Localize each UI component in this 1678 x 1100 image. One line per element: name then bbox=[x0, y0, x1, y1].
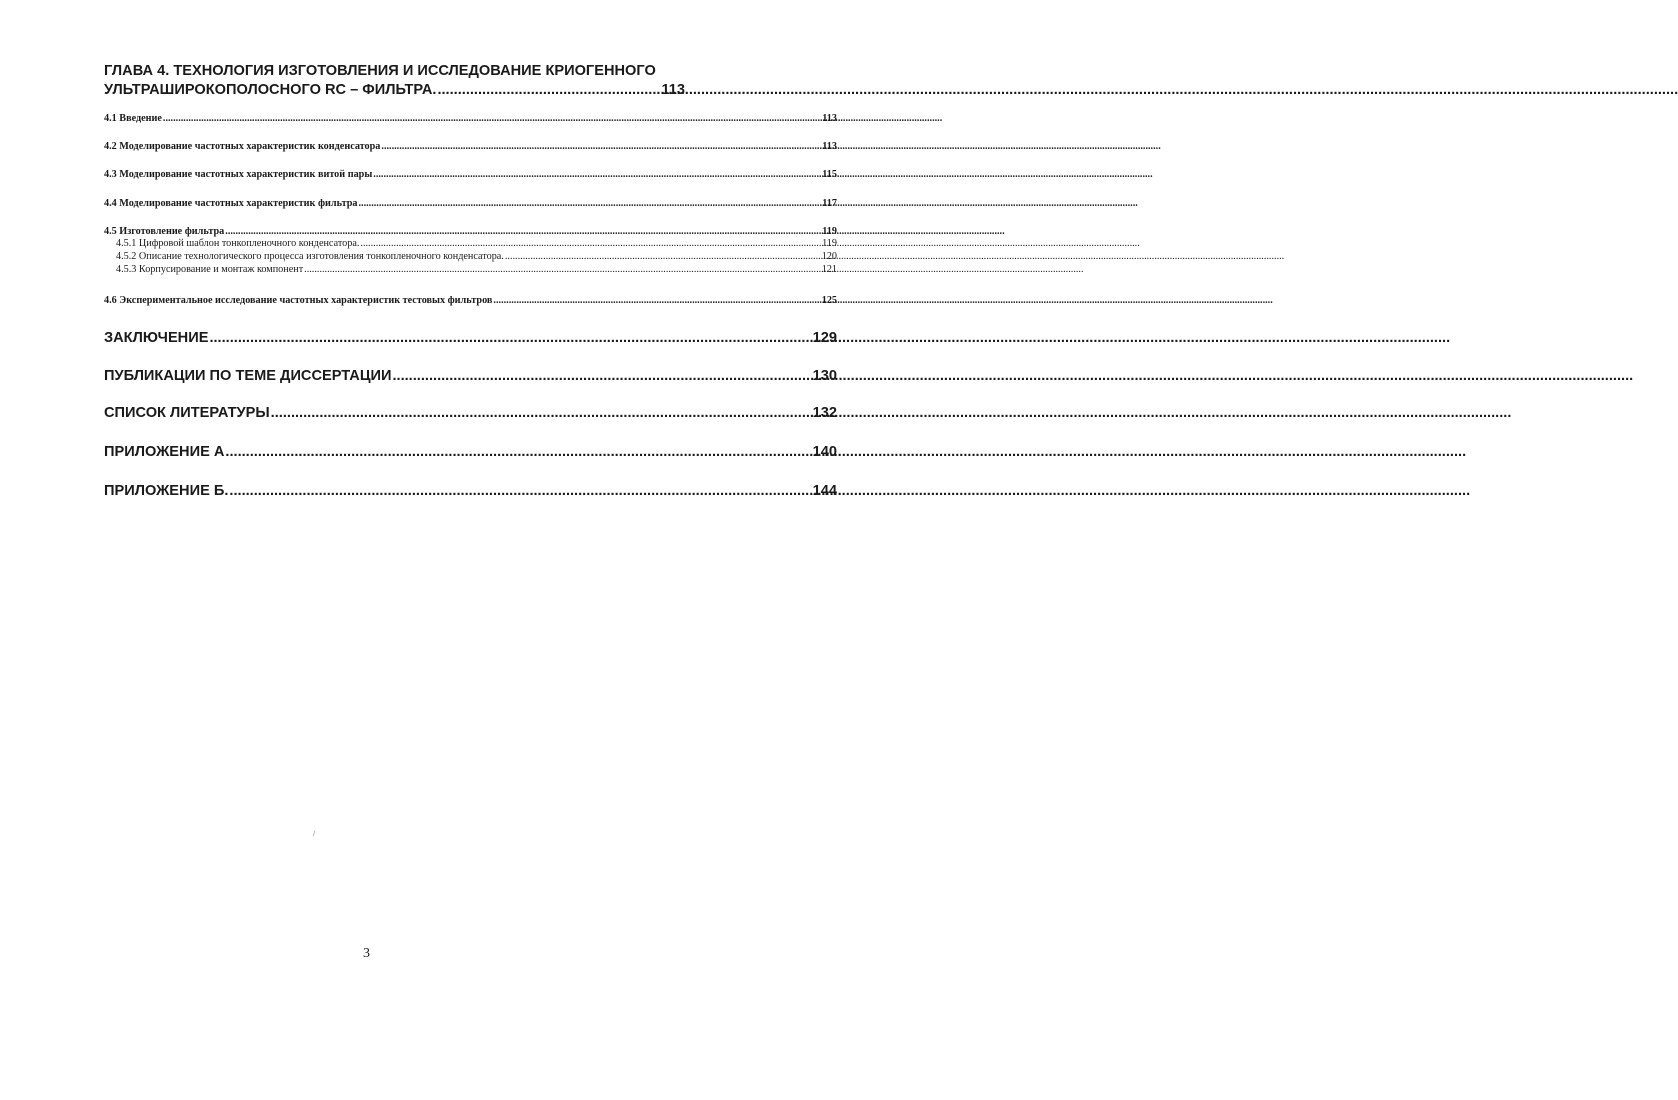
section-page: 119 bbox=[822, 226, 837, 237]
section-page: 113 bbox=[822, 113, 837, 124]
toc-conclusion[interactable] bbox=[104, 329, 837, 347]
section-page: 117 bbox=[822, 198, 837, 209]
section-label: 4.6 Экспериментальное исследование частотных характеристик тестовых фильтров bbox=[104, 295, 493, 306]
toc-subsection-4-5-2[interactable] bbox=[104, 251, 837, 263]
leader-dots bbox=[437, 81, 660, 100]
major-page: 130 bbox=[812, 368, 837, 384]
major-page: 144 bbox=[812, 483, 837, 499]
leader-dots bbox=[392, 367, 811, 385]
major-label: ПРИЛОЖЕНИЕ А bbox=[104, 444, 225, 460]
toc-subsection-4-5-3[interactable] bbox=[104, 264, 837, 276]
subsection-label: 4.5.3 Корпусирование и монтаж компонент bbox=[116, 264, 304, 275]
leader-dots bbox=[358, 197, 821, 210]
toc-section-4-5[interactable] bbox=[104, 225, 837, 238]
toc-appendix-a[interactable] bbox=[104, 443, 837, 461]
major-page: 132 bbox=[812, 405, 837, 421]
leader-dots bbox=[209, 329, 811, 347]
chapter-4-title-line2: УЛЬТРАШИРОКОПОЛОСНОГО RC – ФИЛЬТРА. bbox=[104, 82, 437, 98]
toc-references[interactable] bbox=[104, 404, 837, 422]
toc-section-4-2[interactable] bbox=[104, 140, 837, 153]
section-page: 115 bbox=[822, 169, 837, 180]
page-number: 3 bbox=[363, 946, 370, 961]
leader-dots bbox=[360, 238, 821, 250]
toc-chapter-4[interactable] bbox=[104, 62, 685, 100]
leader-dots bbox=[505, 251, 821, 263]
toc-appendix-b[interactable] bbox=[104, 482, 837, 500]
subsection-page: 121 bbox=[821, 264, 837, 275]
chapter-4-page: 113 bbox=[661, 82, 685, 98]
toc-publications[interactable] bbox=[104, 367, 837, 385]
toc-section-4-4[interactable] bbox=[104, 197, 837, 210]
major-label: ЗАКЛЮЧЕНИЕ bbox=[104, 330, 209, 346]
section-label: 4.2 Моделирование частотных характеристик конденсатора bbox=[104, 141, 381, 152]
section-label: 4.5 Изготовление фильтра bbox=[104, 226, 225, 237]
leader-dots bbox=[163, 112, 821, 125]
subsection-label: 4.5.1 Цифровой шаблон тонкопленочного конденсатора. bbox=[116, 238, 360, 249]
leader-dots bbox=[271, 404, 812, 422]
major-page: 129 bbox=[812, 330, 837, 346]
toc-section-4-1[interactable] bbox=[104, 112, 837, 125]
subsection-page: 120 bbox=[821, 251, 837, 262]
leader-dots bbox=[304, 264, 821, 276]
major-label: СПИСОК ЛИТЕРАТУРЫ bbox=[104, 405, 270, 421]
leader-dots bbox=[225, 443, 811, 461]
section-label: 4.3 Моделирование частотных характеристик витой пары bbox=[104, 169, 373, 180]
toc-section-4-6[interactable] bbox=[104, 294, 837, 307]
scan-speck: / bbox=[313, 829, 316, 838]
toc-subsection-4-5-1[interactable] bbox=[104, 238, 837, 250]
chapter-4-title-line1: ГЛАВА 4. ТЕХНОЛОГИЯ ИЗГОТОВЛЕНИЯ И ИССЛЕДОВАНИЕ КРИОГЕННОГО bbox=[104, 63, 656, 79]
subsection-label: 4.5.2 Описание технологического процесса изготовления тонкопленочного конденсатора. bbox=[116, 251, 504, 262]
section-label: 4.4 Моделирование частотных характеристик фильтра bbox=[104, 198, 358, 209]
major-label: ПУБЛИКАЦИИ ПО ТЕМЕ ДИССЕРТАЦИИ bbox=[104, 368, 392, 384]
major-label: ПРИЛОЖЕНИЕ Б. bbox=[104, 483, 229, 499]
section-label: 4.1 Введение bbox=[104, 113, 162, 124]
leader-dots bbox=[229, 482, 811, 500]
leader-dots bbox=[373, 168, 821, 181]
subsection-page: 119 bbox=[822, 238, 837, 249]
section-page: 125 bbox=[821, 295, 837, 306]
toc-section-4-3[interactable] bbox=[104, 168, 837, 181]
leader-dots bbox=[381, 140, 821, 153]
section-page: 113 bbox=[822, 141, 837, 152]
leader-dots bbox=[493, 294, 820, 307]
major-page: 140 bbox=[812, 444, 837, 460]
leader-dots bbox=[225, 225, 821, 238]
